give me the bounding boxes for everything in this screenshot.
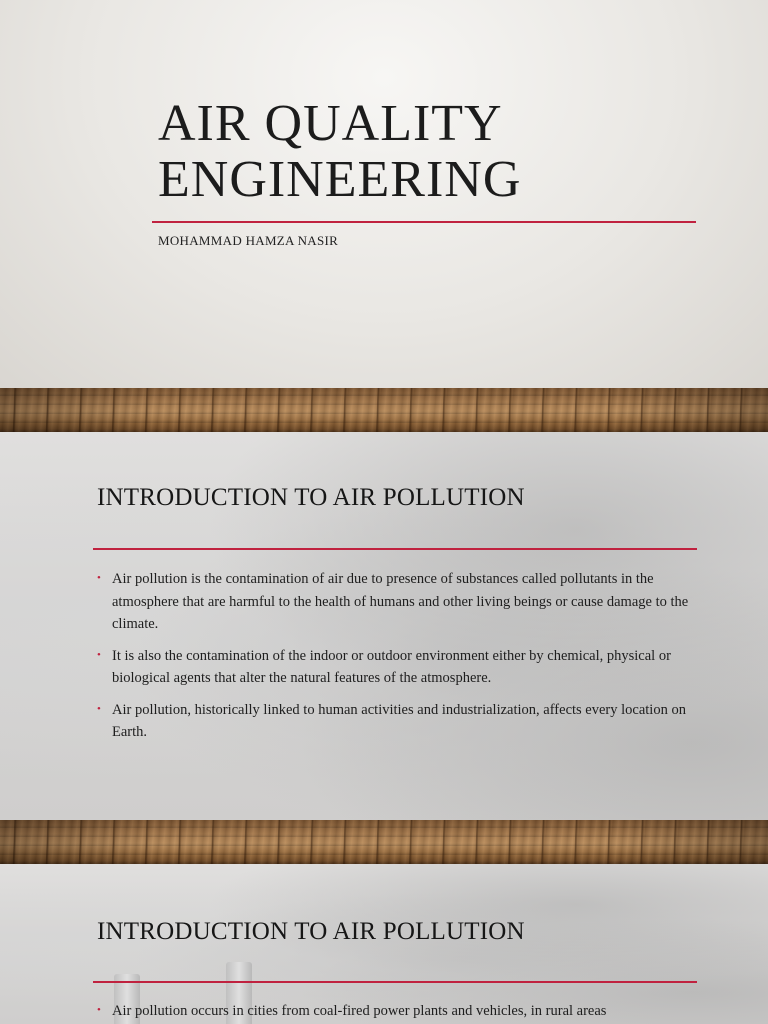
bullet-list [97,568,697,753]
slide-heading: INTRODUCTION TO AIR POLLUTION [97,918,525,945]
wood-floor-divider [0,388,768,432]
title-divider [152,221,696,223]
bullet-dot-icon: • [97,702,101,715]
bullet-dot-icon: • [97,572,101,584]
bullet-dot-icon: • [97,1004,101,1016]
bullet-text: Air pollution, historically linked to human activities and industrialization, affects every location on Earth. [112,701,686,740]
bullet-list [97,1000,697,1024]
heading-divider [93,548,697,550]
bullet-text: Air pollution is the contamination of air due to presence of substances called pollutants in the atmosphere that are harmful to the health of humans and other living beings or cause damage to the climate. [112,571,689,632]
slide-title: AIR QUALITY ENGINEERING [158,95,522,208]
bullet-item [97,568,697,636]
heading-divider [93,981,697,983]
bullet-dot-icon: • [97,648,101,661]
intro-slide-continued [0,864,768,1024]
bullet-item [97,1000,697,1023]
wood-floor-divider [0,820,768,864]
bullet-text: Air pollution occurs in cities from coal-fired power plants and vehicles, in rural areas [112,1003,607,1019]
bullet-item [97,699,697,744]
bullet-item [97,645,697,690]
slide-heading: INTRODUCTION TO AIR POLLUTION [97,484,525,511]
bullet-text: It is also the contamination of the indoor or outdoor environment either by chemical, physical or biological agents that alter the natural features of the atmosphere. [112,647,671,686]
author-name: MOHAMMAD HAMZA NASIR [158,233,339,248]
title-slide [0,0,768,388]
intro-slide [0,432,768,820]
